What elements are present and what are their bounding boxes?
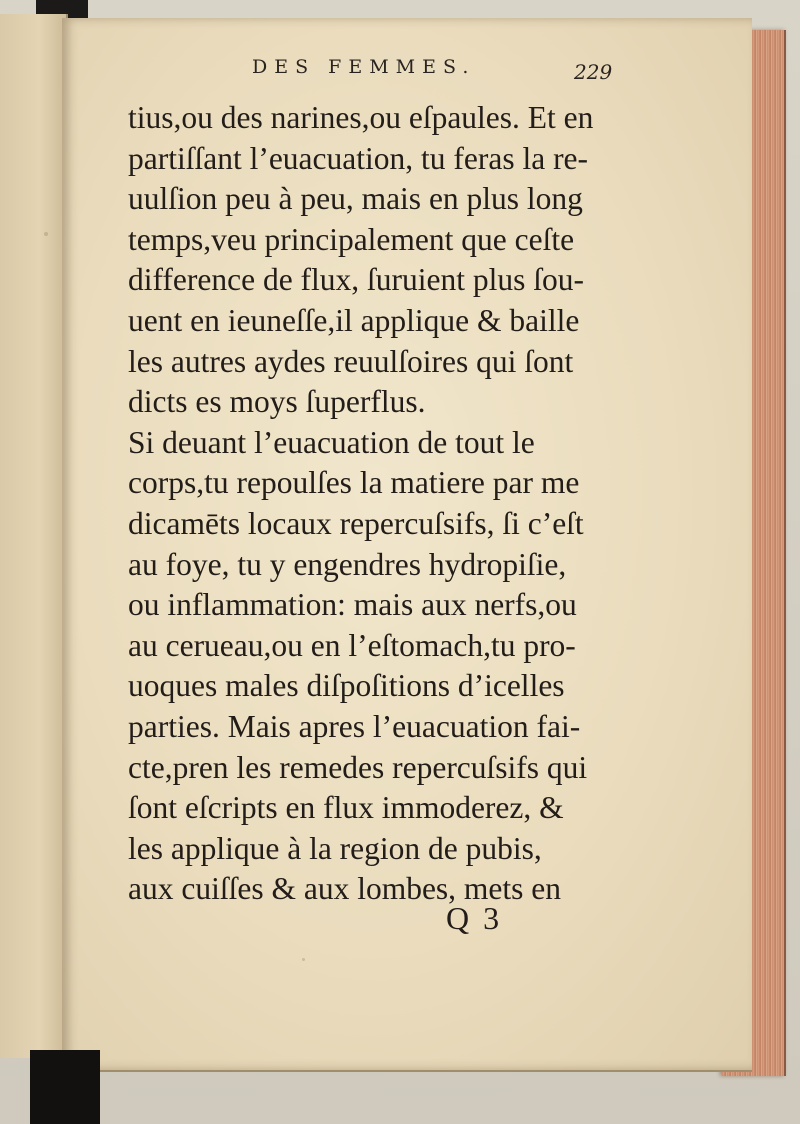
text-line: au cerueau,ou en l’eſtomach,tu pro- xyxy=(128,627,576,663)
text-line: ſont eſcripts en flux immoderez, & xyxy=(128,790,564,826)
text-line: uent en ieuneſſe,il applique & baille xyxy=(128,302,580,338)
text-line: Si deuant l’euacuation de tout le xyxy=(128,424,535,460)
text-line: les autres aydes reuulſoires qui ſont xyxy=(128,343,574,379)
text-line: dicts es moys ſuperflus. xyxy=(128,384,426,420)
text-line: uoques males diſpoſitions d’icelles xyxy=(128,668,565,704)
text-line: tius,ou des narines,ou eſpaules. Et en xyxy=(128,100,594,135)
text-line: temps,veu principalement que ceſte xyxy=(128,221,575,257)
body-text xyxy=(128,98,612,910)
text-line: uulſion peu à peu, mais en plus long xyxy=(128,181,583,217)
text-line: au foye, tu y engendres hydropiſie, xyxy=(128,546,567,582)
text-line: difference de flux, ſuruient plus ſou- xyxy=(128,262,585,298)
signature-mark: Q 3 xyxy=(446,900,503,936)
text-line: les applique à la region de pubis, xyxy=(128,830,542,866)
left-page-edge xyxy=(0,14,68,1058)
text-line: dicamēts locaux repercuſsifs, ſi c’eſt xyxy=(128,505,584,541)
text-line: corps,tu repoulſes la matiere par me xyxy=(128,465,580,501)
paper-speck xyxy=(44,232,48,236)
paper-speck xyxy=(302,958,305,961)
page-number: 229 xyxy=(574,60,613,84)
text-line: parties. Mais apres l’euacuation fai- xyxy=(128,708,581,744)
running-head: DES FEMMES. xyxy=(252,56,476,78)
text-line: aux cuiſſes & aux lombes, mets en xyxy=(128,871,562,907)
text-line: ou inflammation: mais aux nerfs,ou xyxy=(128,587,577,623)
binding-bottom xyxy=(30,1050,100,1124)
text-line: cte,pren les remedes repercuſsifs qui xyxy=(128,749,588,785)
text-line: partiſſant l’euacuation, tu feras la re- xyxy=(128,140,589,176)
